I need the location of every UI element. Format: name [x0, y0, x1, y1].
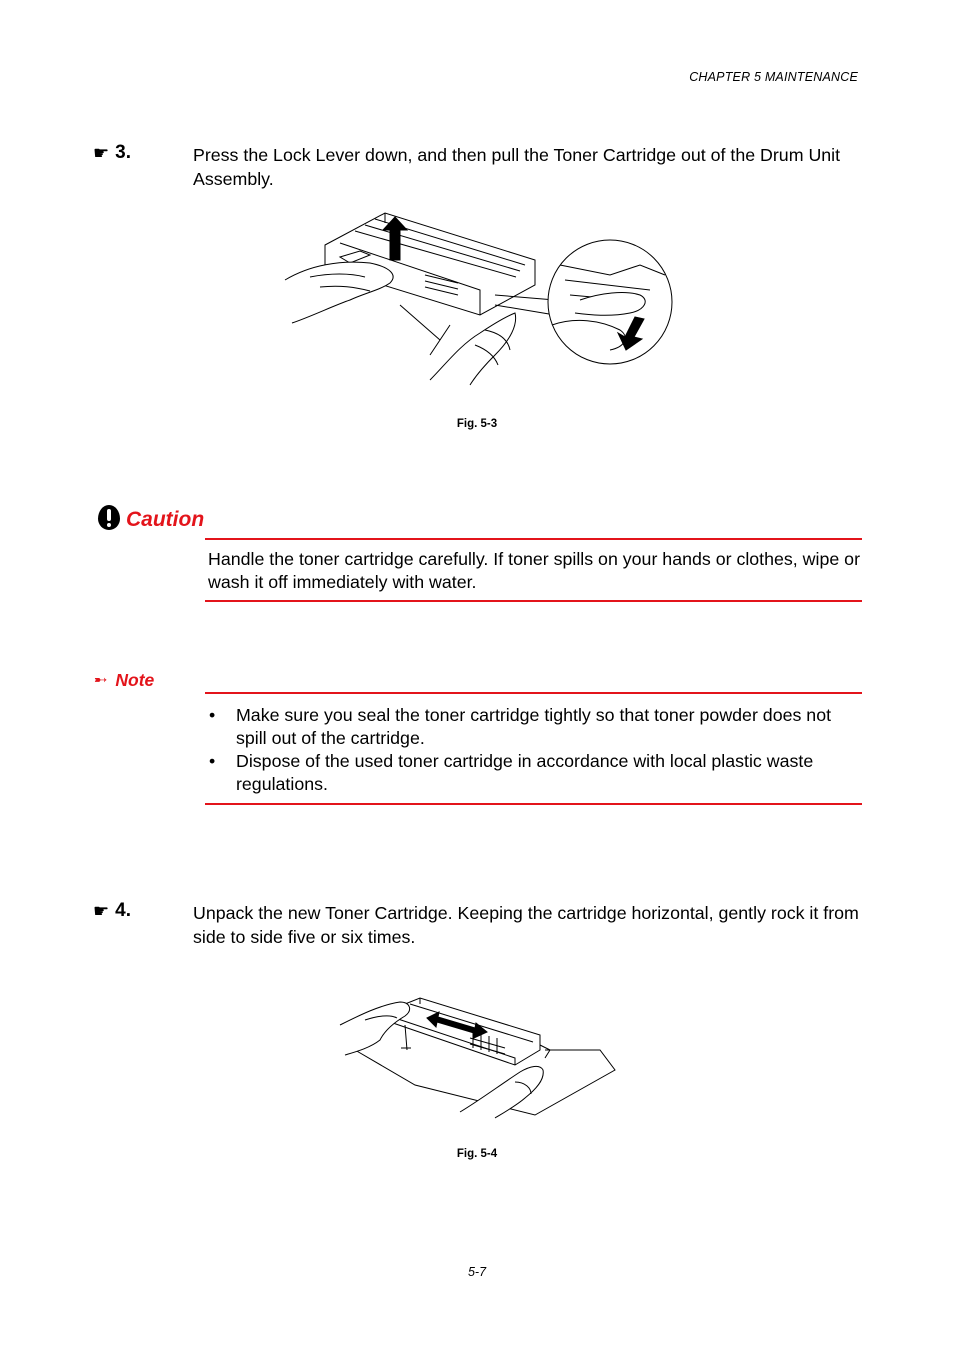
page-number: 5-7 [467, 1265, 487, 1279]
pointing-hand-icon: ☛ [93, 901, 110, 921]
caution-title: Caution [126, 508, 205, 531]
note-heading [94, 670, 154, 691]
note-bottom-rule [205, 803, 862, 805]
note-list [206, 704, 856, 796]
list-item: • Make sure you seal the toner cartridge tightly so that toner powder does not spill out of the cartridge. [206, 704, 856, 750]
caution-bottom-rule [205, 600, 862, 602]
figure-rock-toner-cartridge [335, 990, 620, 1120]
figure-remove-toner-cartridge [280, 205, 680, 390]
note-top-rule [205, 692, 862, 694]
pointing-hand-icon: ☛ [93, 143, 110, 163]
step-3-number: 3. [115, 142, 131, 163]
caution-heading [98, 505, 204, 530]
caution-top-rule [205, 538, 862, 540]
pencil-note-icon: ➸ [94, 671, 108, 689]
figure-5-3-caption: Fig. 5-3 [456, 418, 498, 430]
step-4-marker [93, 900, 131, 922]
caution-text: Handle the toner cartridge carefully. If toner spills on your hands or clothes, wipe or wash it off immediately with water. [208, 549, 860, 592]
step-4-text: Unpack the new Toner Cartridge. Keeping the cartridge horizontal, gently rock it from side to side five or six times. [193, 903, 859, 947]
exclamation-icon [98, 505, 120, 530]
figure-5-4-caption: Fig. 5-4 [456, 1148, 498, 1160]
step-4-number: 4. [115, 900, 131, 921]
chapter-header: CHAPTER 5 MAINTENANCE [689, 70, 858, 84]
step-3-marker [93, 142, 131, 164]
note-title: Note [115, 670, 155, 690]
step-3-text: Press the Lock Lever down, and then pull the Toner Cartridge out of the Drum Unit Assembly. [193, 145, 841, 189]
list-item: • Dispose of the used toner cartridge in accordance with local plastic waste regulations. [206, 750, 856, 796]
